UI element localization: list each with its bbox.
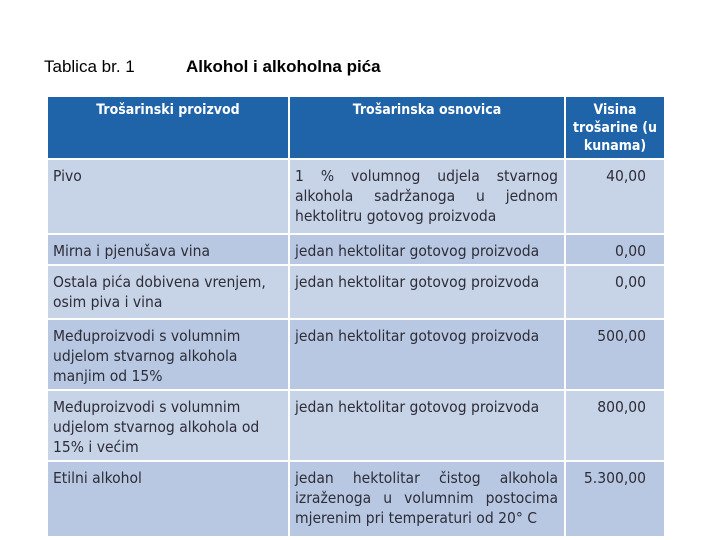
row-base: jedan hektolitar gotovog proizvoda bbox=[289, 390, 565, 461]
row-amount: 40,00 bbox=[565, 159, 665, 234]
row-product: Mirna i pjenušava vina bbox=[47, 234, 289, 265]
row-amount: 0,00 bbox=[565, 234, 665, 265]
row-product: Međuproizvodi s volumnim udjelom stvarnog alkohola od 15% i većim bbox=[47, 390, 289, 461]
header-amount: Visina trošarine (u kunama) bbox=[565, 96, 665, 159]
row-base: jedan hektolitar čistog alkohola izraženoga u volumnim postocima mjerenim pri temperaturi od 20° C bbox=[289, 461, 565, 537]
row-product: Pivo bbox=[47, 159, 289, 234]
row-amount: 5.300,00 bbox=[565, 461, 665, 537]
row-product: Etilni alkohol bbox=[47, 461, 289, 537]
table-row bbox=[47, 234, 665, 265]
row-base: jedan hektolitar gotovog proizvoda bbox=[289, 234, 565, 265]
row-product: Međuproizvodi s volumnim udjelom stvarnog alkohola manjim od 15% bbox=[47, 319, 289, 390]
row-base: jedan hektolitar gotovog proizvoda bbox=[289, 265, 565, 319]
row-amount: 500,00 bbox=[565, 319, 665, 390]
table-row bbox=[47, 390, 665, 461]
table-row bbox=[47, 319, 665, 390]
table-number: Tablica br. 1 bbox=[44, 57, 135, 76]
row-base: jedan hektolitar gotovog proizvoda bbox=[289, 319, 565, 390]
table-row bbox=[47, 265, 665, 319]
row-base: 1 % volumnog udjela stvarnog alkohola sadržanoga u jednom hektolitru gotovog proizvoda bbox=[289, 159, 565, 234]
table-row bbox=[47, 461, 665, 537]
row-amount: 0,00 bbox=[565, 265, 665, 319]
table-caption bbox=[44, 57, 381, 77]
row-product: Ostala pića dobivena vrenjem, osim piva i vina bbox=[47, 265, 289, 319]
excise-table bbox=[46, 95, 666, 538]
table-header-row bbox=[47, 96, 665, 159]
row-amount: 800,00 bbox=[565, 390, 665, 461]
table-row bbox=[47, 159, 665, 234]
header-product: Trošarinski proizvod bbox=[47, 96, 289, 159]
table-title: Alkohol i alkoholna pića bbox=[186, 57, 381, 76]
header-base: Trošarinska osnovica bbox=[289, 96, 565, 159]
